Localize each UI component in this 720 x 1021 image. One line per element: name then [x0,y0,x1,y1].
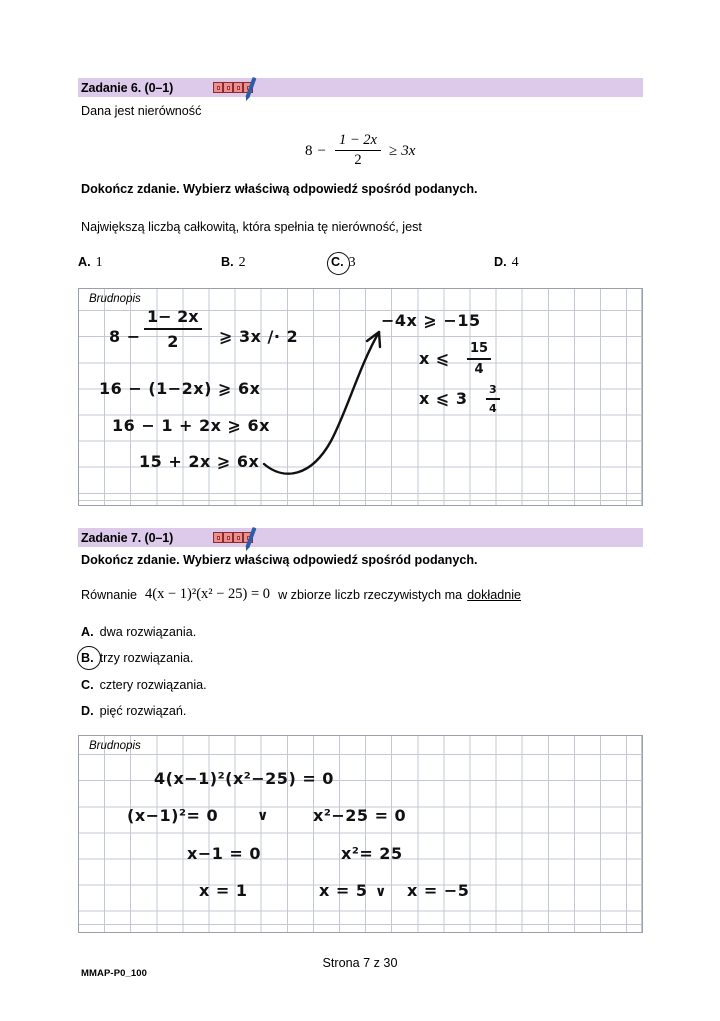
task-6-option-d[interactable] [494,255,519,271]
hw-t7-line2-lhs: (x−1)²= 0 [127,806,219,825]
page-number: Strona 7 z 30 [322,956,398,970]
option-c-label: C. [81,678,94,692]
task-7-instruction: Dokończ zdanie. Wybierz właściwą odpowiedź spośród podanych. [81,553,478,567]
option-b-label: B. [81,651,94,665]
task-7-option-b[interactable] [81,651,193,665]
task-7-header-bar [78,528,643,547]
option-b-value: 2 [238,255,246,270]
hw-t6-right-line1: −4x ⩾ −15 [381,311,481,330]
option-b-value: trzy rozwiązania. [99,651,194,665]
task-7-stem-middle: w zbiorze liczb rzeczywistych ma [278,587,463,602]
hw-t7-line4-rhs: x = −5 [407,881,470,900]
hw-t6-r2-denominator: 4 [474,362,484,377]
hw-t7-line3-lhs: x−1 = 0 [187,844,262,863]
option-b-label: B. [221,255,234,269]
option-a-value: 1 [95,255,103,270]
task-6-option-b[interactable] [221,255,246,271]
exam-code: MMAP-P0_100 [81,968,148,979]
option-d-label: D. [494,255,507,269]
task-6-title: Zadanie 6. (0–1) [81,80,174,95]
task-6-instruction: Dokończ zdanie. Wybierz właściwą odpowiedź spośród podanych. [81,182,478,196]
formula-lhs: 8 [305,143,313,159]
task-6-header-bar [78,78,643,97]
formula-fraction [335,132,381,169]
option-a-value: dwa rozwiązania. [99,625,197,639]
hw-t6-right-line2-lhs: x ⩽ [419,349,450,368]
formula-denominator: 2 [354,152,362,168]
task-7-scratchpad [78,735,643,933]
task-7-stem-underlined: dokładnie [467,587,522,602]
hw-t6-line4: 15 + 2x ⩾ 6x [139,452,260,471]
answer-boxes-with-pen-icon [213,532,253,543]
answer-boxes-with-pen-icon [213,82,253,93]
formula-numerator: 1 − 2x [335,132,381,151]
hw-t6-line1-numerator: 1− 2x [144,307,202,330]
hw-t7-line3-rhs: x²= 25 [341,844,403,863]
hw-t6-right-line3-lhs: x ⩽ 3 [419,389,468,408]
task-6-scratchpad-label: Brudnopis [89,293,141,305]
hw-t6-arrow [79,289,643,506]
hw-t6-r2-numerator: 15 [467,341,491,360]
hw-t7-line4-mid: x = 5 [319,881,368,900]
option-a-label: A. [81,625,94,639]
option-d-value: pięć rozwiązań. [99,704,187,718]
hw-t6-line1-rhs: ⩾ 3x /· 2 [219,327,299,346]
hw-t7-line4-lhs: x = 1 [199,881,248,900]
hw-t7-line4-or: ∨ [375,884,387,900]
task-6-intro: Dana jest nierówność [81,104,202,118]
hw-t7-line2-rhs: x²−25 = 0 [313,806,407,825]
hw-t6-line1-lhs: 8 − [109,327,141,346]
formula-relation: ≥ [388,143,398,159]
task-6-option-a[interactable] [78,255,103,271]
task-6-stem: Największą liczbą całkowitą, która spełnia tę nierówność, jest [81,220,422,234]
task-6-option-c[interactable] [331,255,356,271]
task-7-equation: 4(x − 1)²(x² − 25) = 0 [145,586,271,602]
task-7-scratchpad-label: Brudnopis [89,740,141,752]
task-6-scratchpad [78,288,643,506]
option-c-label: C. [331,255,344,269]
option-d-label: D. [81,704,94,718]
task-6-options [78,255,643,275]
hw-t6-r3-denominator: 4 [489,402,497,415]
hw-t6-line1-denominator: 2 [167,332,179,351]
option-c-value: 3 [348,255,356,270]
hw-t6-line2: 16 − (1−2x) ⩾ 6x [99,379,261,398]
hw-t6-r3-numerator: 3 [486,383,500,400]
option-a-label: A. [78,255,91,269]
task-7-stem-prefix: Równanie [81,587,138,602]
hw-t6-line3: 16 − 1 + 2x ⩾ 6x [112,416,270,435]
formula-rhs: 3x [401,143,416,159]
task-7-option-d[interactable] [81,704,186,718]
option-c-value: cztery rozwiązania. [99,678,207,692]
task-7-option-c[interactable] [81,678,207,692]
task-6-formula [305,133,415,170]
hw-t7-line1: 4(x−1)²(x²−25) = 0 [154,769,334,788]
hw-t7-line2-or: ∨ [257,808,269,824]
task-7-title: Zadanie 7. (0–1) [81,530,174,545]
option-d-value: 4 [511,255,519,270]
task-7-stem [81,586,521,603]
task-7-option-a[interactable] [81,625,196,639]
formula-minus: − [317,143,326,159]
